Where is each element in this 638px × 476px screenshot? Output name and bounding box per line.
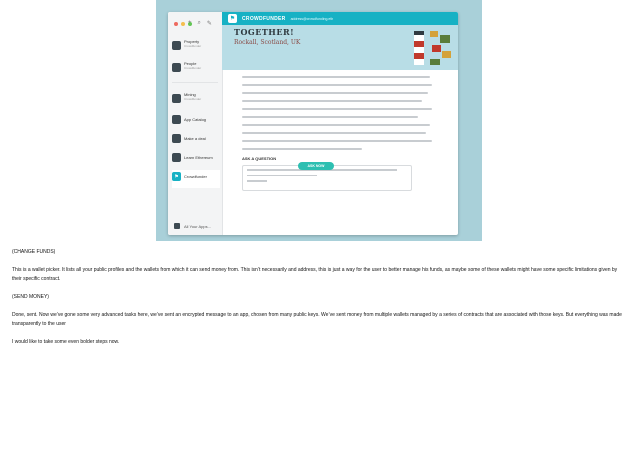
ask-now-label: ASK NOW [307,164,325,168]
sidebar-item-property[interactable] [172,39,220,57]
notes-paragraph-3: (SEND MONEY) [12,294,49,300]
add-icon[interactable]: + [188,20,192,26]
close-dot[interactable] [174,22,178,26]
all-apps-label: All Your Apps... [184,223,211,229]
app-name: CROWDFUNDER [242,15,286,22]
app-screenshot [156,0,482,241]
sidebar-item-app-catalog[interactable] [172,113,220,131]
ask-question-heading: ASK A QUESTION [242,156,277,161]
project-hero [222,25,458,70]
sidebar-item-sub: Crowdfunder [184,44,202,48]
account-address[interactable]: address@crowdfunding.eth [290,16,334,21]
sidebar-item-label: People [184,61,197,66]
sidebar-item-label: App Catalog [184,117,207,122]
slide-notes [12,248,628,356]
sidebar-item-label: Mining [184,92,196,97]
deal-icon [172,134,181,143]
sidebar-item-label: Crowdfunder [184,174,207,179]
notes-paragraph-1: (CHANGE FUNDS) [12,249,56,255]
notes-paragraph-4: Done, sent. Now we’ve gone some very advanced tasks here, we’ve sent an encrypted message to an app, chosen from many public keys. We’ve sent money from multiple wallets managed by a series of contracts that are associated with those keys. But everything was made transparently to the user [12,312,622,327]
ethereum-icon [172,153,181,162]
sidebar-tools [188,20,212,27]
all-apps-link[interactable] [174,223,211,229]
sidebar-item-learn-ethereum[interactable] [172,151,220,169]
notes-paragraph-2: This is a wallet picker. It lists all your public profiles and the wallets from which it can send money from. This isn’t necessarily and address, this is just a way for the user to better manage his funds, as maybe some of these wallets might have some specific limitations given by their specific contract. [12,267,618,282]
minimize-dot[interactable] [181,22,185,26]
crowdfunder-icon: ⚑ [172,172,181,181]
sidebar-item-make-a-deal[interactable] [172,132,220,150]
project-title: TOGETHER! [234,27,295,37]
sidebar-item-people[interactable] [172,61,220,79]
sidebar-item-label: Learn Ethereum [184,155,213,160]
lighthouse-illustration [414,31,424,67]
wrench-icon[interactable]: ✎ [206,21,212,27]
apps-icon [174,223,180,229]
notes-paragraph-5: I would like to take some even bolder steps now. [12,339,120,345]
mining-icon [172,94,181,103]
sidebar-item-label: Make a deal [184,136,206,141]
ask-now-button[interactable] [298,162,334,170]
app-window [168,12,458,235]
crowdfunder-logo-icon: ⚑ [229,16,236,22]
sidebar-item-mining[interactable] [172,92,220,110]
sidebar-item-sub: Crowdfunder [184,97,202,101]
divider [172,82,218,83]
project-description [242,76,438,191]
catalog-icon [172,115,181,124]
property-icon [172,41,181,50]
flags-illustration [426,25,456,70]
sidebar-item-sub: Crowdfunder [184,66,202,70]
app-header [222,12,458,25]
sidebar-item-crowdfunder[interactable] [172,170,220,188]
sidebar-item-label: Property [184,39,200,44]
search-icon[interactable]: ⌕ [197,20,201,26]
project-location: Rockall, Scotland, UK [234,39,301,46]
people-icon [172,63,181,72]
sidebar [168,12,223,235]
